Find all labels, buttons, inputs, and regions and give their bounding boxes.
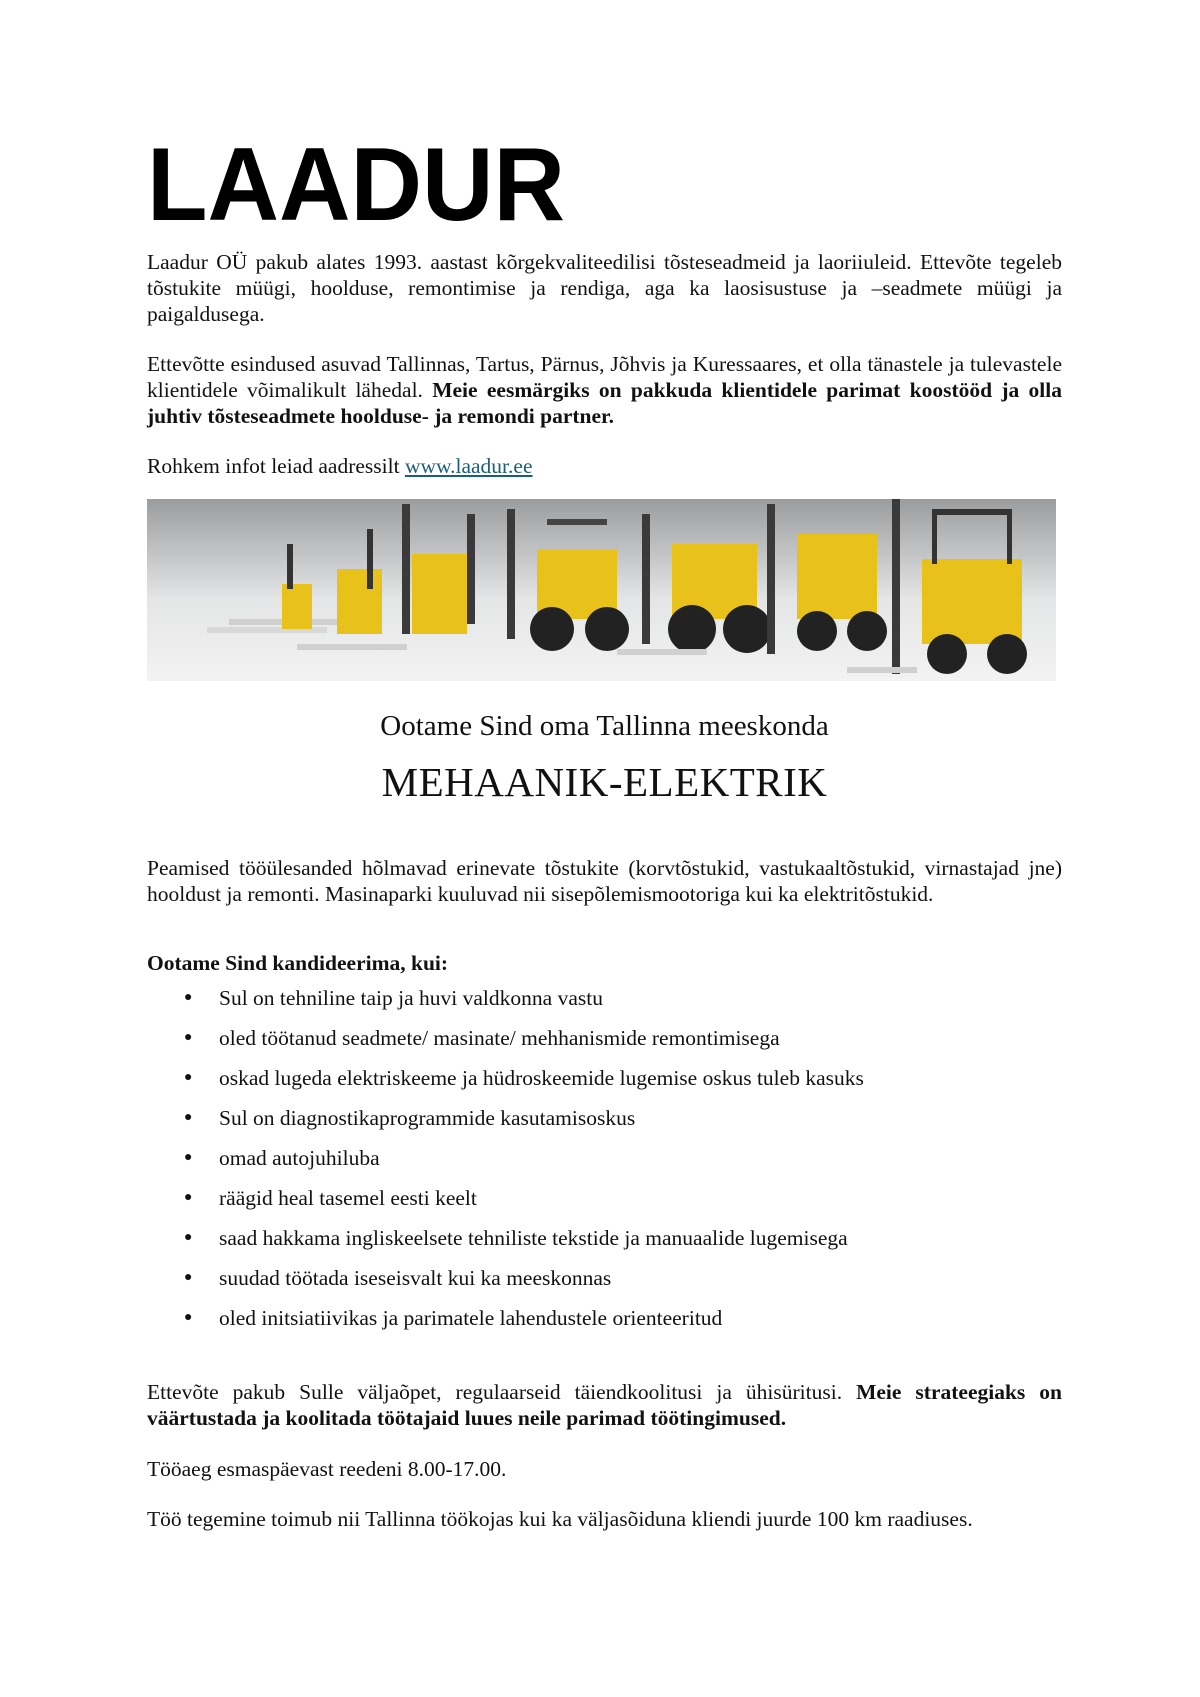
bullet-icon: ● [184,1030,193,1045]
bullet-icon: ● [184,990,193,1005]
more-info-text: Rohkem infot leiad aadressilt [147,454,405,478]
list-item: ● oled initsiatiivikas ja parimatele lahendustele orienteeritud [147,1298,1062,1338]
list-item: ● Sul on diagnostikaprogrammide kasutamisoskus [147,1098,1062,1138]
list-item: ● oskad lugeda elektriskeeme ja hüdroskeemide lugemise oskus tuleb kasuks [147,1058,1062,1098]
intro-paragraph-1: Laadur OÜ pakub alates 1993. aastast kõrgekvaliteedilisi tõsteseadmeid ja laoriiuleid. Ettevõte tegeleb tõstukite müügi, hoolduse, remontimise ja rendiga, aga ka laosisustuse ja –seadmete müügi ja paigaldusega. [147,250,1062,326]
laadur-logo [147,144,567,224]
website-link[interactable]: www.laadur.ee [404,454,533,478]
intro-goal-text: Meie eesmärgiks on pakkuda klientidele parimat koostööd ja olla juhtiv tõsteseadmete hoolduse- ja remondi partner. [147,378,1063,428]
logo-wordmark: LAADUR [147,144,565,224]
list-item: ● räägid heal tasemel eesti keelt [147,1178,1062,1218]
bullet-icon: ● [184,1230,193,1245]
intro-offices-text: Ettevõtte esindused asuvad Tallinnas, Tartus, Pärnus, Jõhvis ja Kuressaares, et olla tänastele ja tulevastele klientidele võimalikult lähedal. [147,352,1062,402]
forklift-banner-image [147,499,1056,681]
duties-paragraph: Peamised tööülesanded hõlmavad erinevate tõstukite (korvtõstukid, vastukaaltõstukid, virnastajad jne) hooldust ja remonti. Masinaparki kuuluvad nii sisepõlemismootoriga kui ka elektritõstukid. [147,856,1062,906]
subtitle: Ootame Sind oma Tallinna meeskonda [380,710,829,742]
job-title: MEHAANIK-ELEKTRIK [381,759,828,805]
strategy-text: Meie strateegiaks on väärtustada ja koolitada töötajaid luues neile parimad töötingimused. [147,1380,1062,1430]
list-item: ● oled töötanud seadmete/ masinate/ mehhanismide remontimisega [147,1018,1062,1058]
offer-paragraph [147,1379,1062,1431]
offer-text: Ettevõte pakub Sulle väljaõpet, regulaarseid täiendkoolitusi ja ühisüritusi. [147,1380,857,1404]
working-hours: Tööaeg esmaspäevast reedeni 8.00-17.00. [147,1457,507,1481]
list-item: ● suudad töötada iseseisvalt kui ka meeskonnas [147,1258,1062,1298]
more-info-line [147,453,1062,479]
apply-heading: Ootame Sind kandideerima, kui: [147,951,449,975]
bullet-icon: ● [184,1270,193,1285]
work-location-paragraph: Töö tegemine toimub nii Tallinna töökojas kui ka väljasõiduna kliendi juurde 100 km raadiuses. [147,1507,973,1531]
list-item: ● Sul on tehniline taip ja huvi valdkonna vastu [147,978,1062,1018]
intro-paragraph-2 [147,351,1062,429]
bullet-icon: ● [184,1070,193,1085]
bullet-icon: ● [184,1310,193,1325]
bullet-icon: ● [184,1150,193,1165]
list-item: ● omad autojuhiluba [147,1138,1062,1178]
requirements-list [147,978,1062,1338]
list-item: ● saad hakkama ingliskeelsete tehniliste tekstide ja manuaalide lugemisega [147,1218,1062,1258]
bullet-icon: ● [184,1190,193,1205]
bullet-icon: ● [184,1110,193,1125]
